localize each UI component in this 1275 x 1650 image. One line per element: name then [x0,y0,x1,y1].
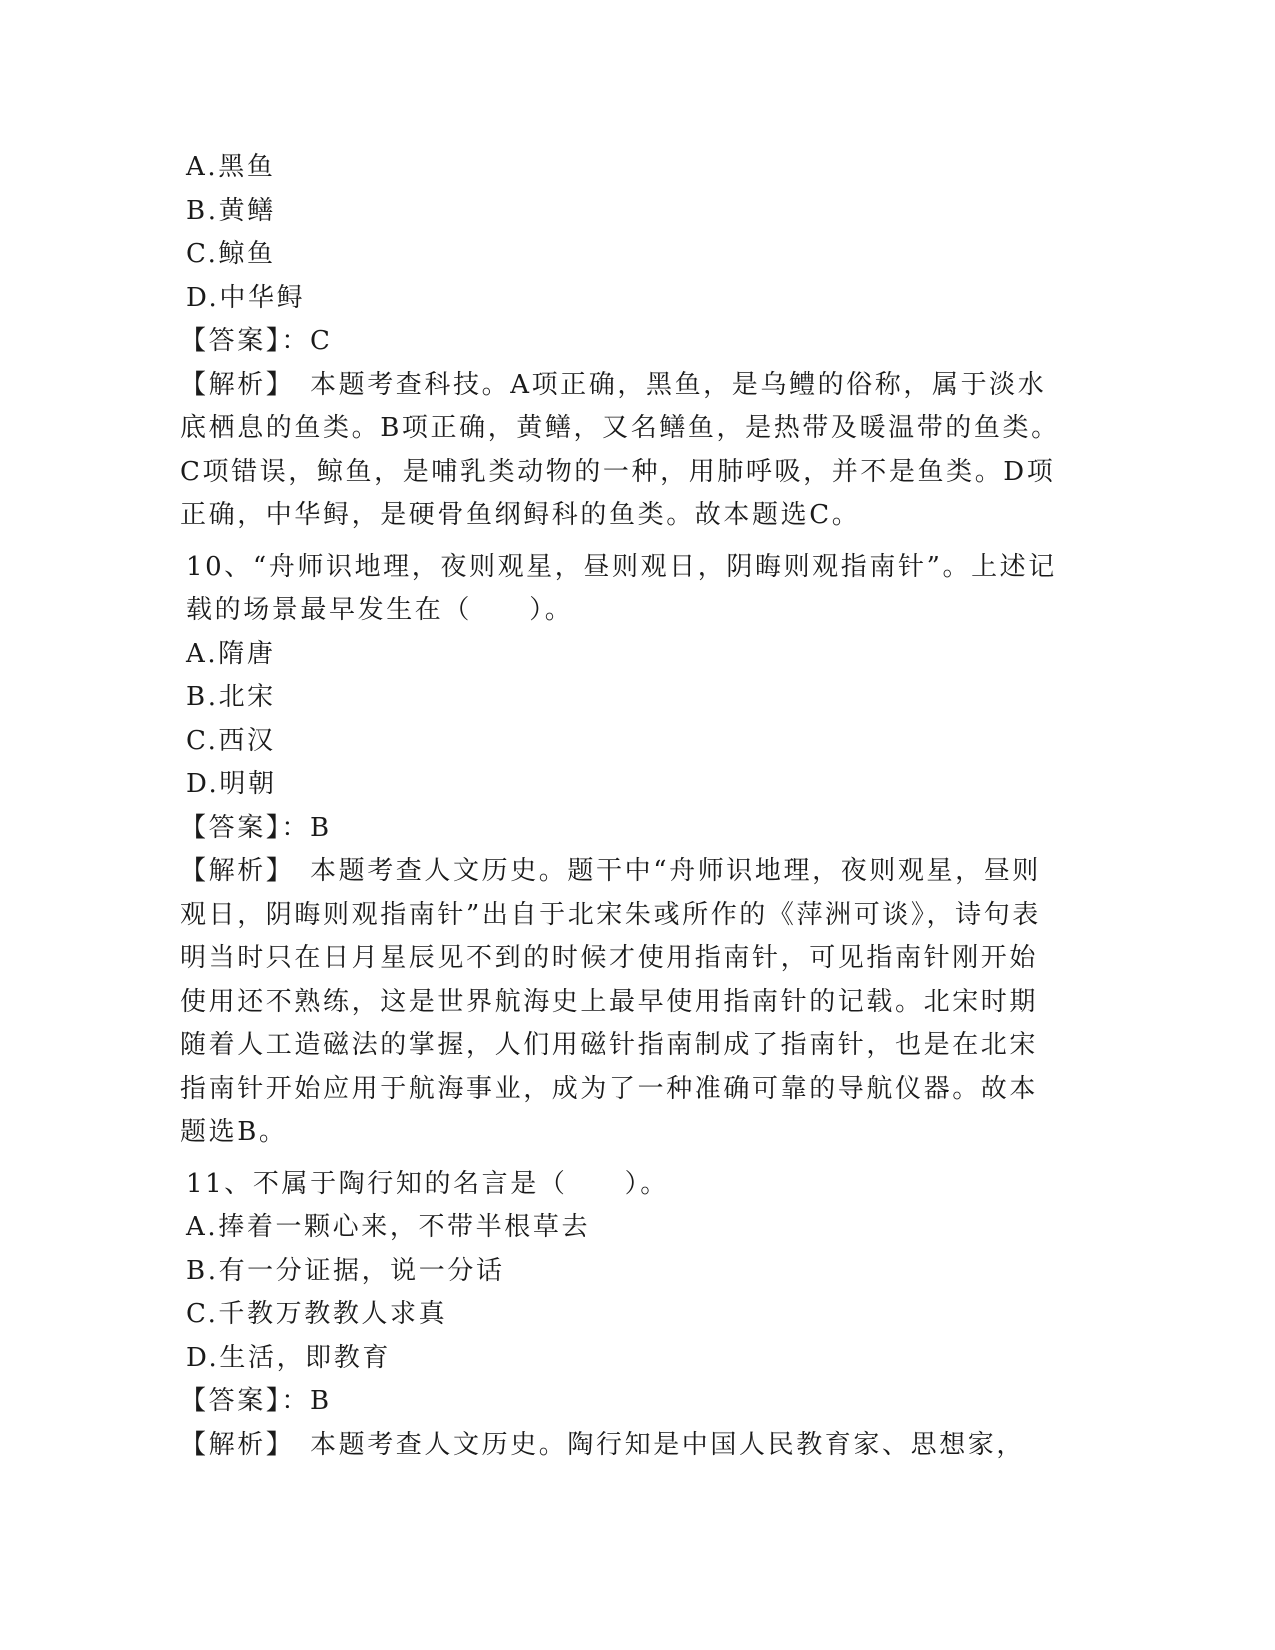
option-a: A.黑鱼 [186,152,276,182]
option-c: C.西汉 [186,725,276,756]
option-b: B.黄鳝 [186,195,276,226]
analysis-paragraph: 【解析】 本题考查人文历史。题干中“舟师识地理，夜则观星，昼则观日，阴晦则观指南针”出自于北宋朱彧所作的《萍洲可谈》，诗句表明当时只在日月星辰见不到的时候才使用指南针，可见指南针刚开始使用还不熟练，这是世界航海史上最早使用指南针的记载。北宋时期随着人工造磁法的掌握，人们用磁针指南制成了指南针，也是在北宋指南针开始应用于航海事业，成为了一种准确可靠的导航仪器。故本题选B。 [180,856,1041,1147]
option-d: D.中华鲟 [186,282,306,313]
option-a: A.捧着一颗心来，不带半根草去 [186,1212,591,1242]
analysis-paragraph: 【解析】 本题考查人文历史。陶行知是中国人民教育家、思想家， [180,1429,1026,1460]
question-11 [180,1163,1066,1468]
option-b: B.有一分证据，说一分话 [186,1255,505,1286]
question-10 [180,546,1066,1155]
question-9 [180,146,1066,538]
spacer [186,1155,1066,1163]
answer-line: 【答案】：C [180,326,333,356]
question-stem: 11、不属于陶行知的名言是（ ）。 [186,1168,669,1199]
answer-line: 【答案】：B [180,812,332,843]
analysis-paragraph: 【解析】 本题考查科技。A项正确，黑鱼，是乌鳢的俗称，属于淡水底栖息的鱼类。B项正确，黄鳝，又名鳝鱼，是热带及暖温带的鱼类。C项错误，鲸鱼，是哺乳类动物的一种，用肺呼吸，并不是鱼类。D项正确，中华鲟，是硬骨鱼纲鲟科的鱼类。故本题选C。 [180,369,1060,530]
option-c: C.千教万教教人求真 [186,1299,448,1329]
option-c: C.鲸鱼 [186,239,276,269]
answer-line: 【答案】：B [180,1386,332,1416]
option-b: B.北宋 [186,682,276,712]
question-stem: 10、“舟师识地理，夜则观星，昼则观日，阴晦则观指南针”。上述记载的场景最早发生在（ ）。 [186,551,1057,625]
spacer [186,538,1066,546]
option-d: D.明朝 [186,769,277,799]
page-content [180,146,1066,1467]
option-a: A.隋唐 [186,638,276,669]
option-d: D.生活，即教育 [186,1342,391,1373]
